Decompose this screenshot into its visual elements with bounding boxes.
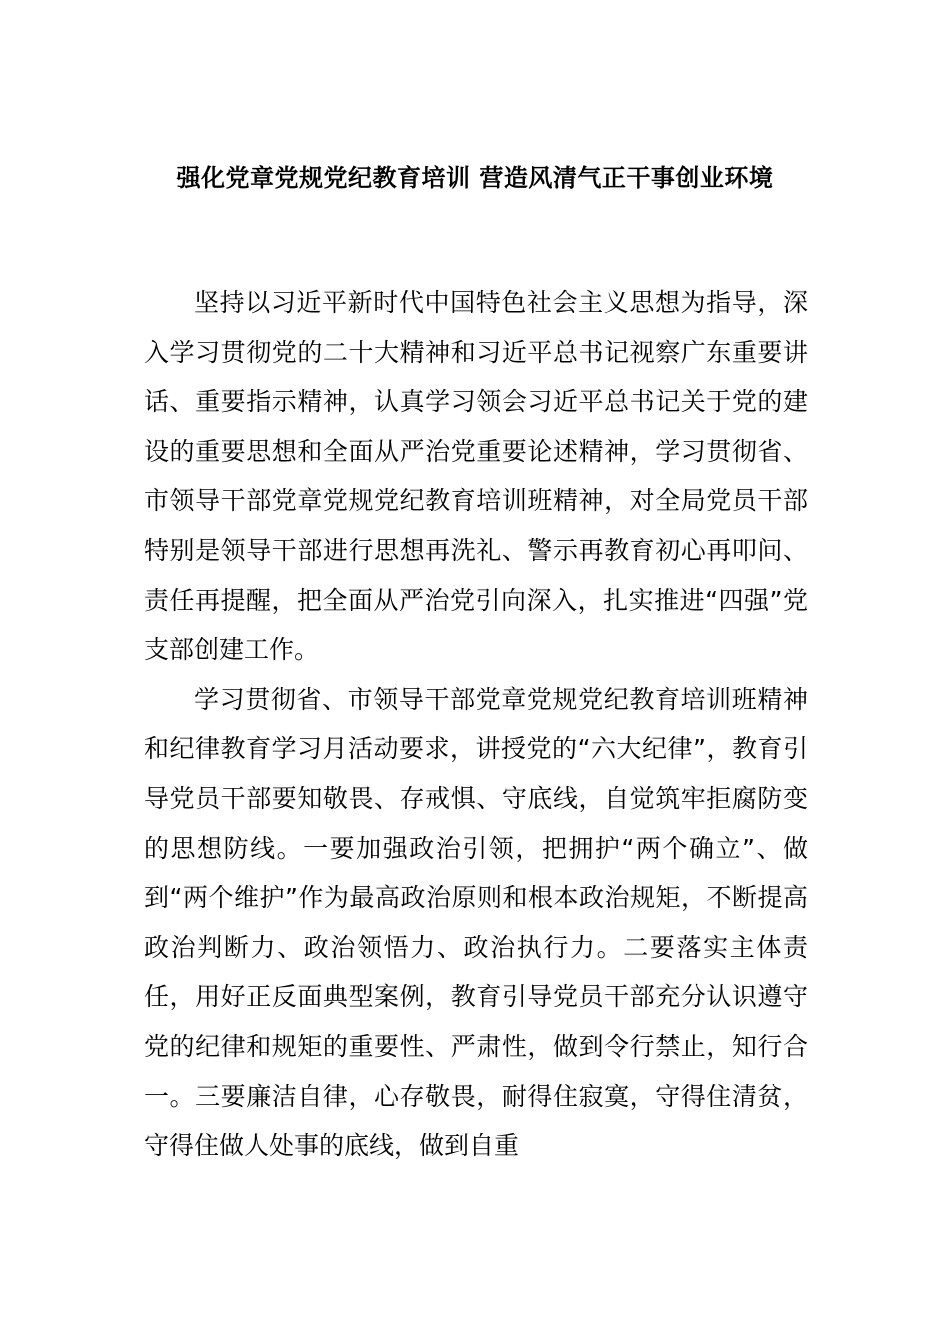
document-body [144,278,808,1171]
document-title: 强化党章党规党纪教育培训 营造风清气正干事创业环境 [176,164,774,192]
paragraph-1: 坚持以习近平新时代中国特色社会主义思想为指导，深入学习贯彻党的二十大精神和习近平总书记视察广东重要讲话、重要指示精神，认真学习领会习近平总书记关于党的建设的重要思想和全面从严治党重要论述精神，学习贯彻省、市领导干部党章党规党纪教育培训班精神，对全局党员干部特别是领导干部进行思想再洗礼、警示再教育初心再叩问、责任再提醒，把全面从严治党引向深入，扎实推进“四强”党支部创建工作。 [144,288,808,665]
paragraph-2: 学习贯彻省、市领导干部党章党规党纪教育培训班精神和纪律教育学习月活动要求，讲授党的“六大纪律”，教育引导党员干部要知敬畏、存戒惧、守底线，自觉筑牢拒腐防变的思想防线。一要加强政治引领，把拥护“两个确立”、做到“两个维护”作为最高政治原则和根本政治规矩，不断提高政治判断力、政治领悟力、政治执行力。二要落实主体责任，用好正反面典型案例，教育引导党员干部充分认识遵守党的纪律和规矩的重要性、严肃性，做到令行禁止，知行合一。三要廉洁自律，心存敬畏，耐得住寂寞，守得住清贫，守得住做人处事的底线，做到自重 [144,684,808,1161]
